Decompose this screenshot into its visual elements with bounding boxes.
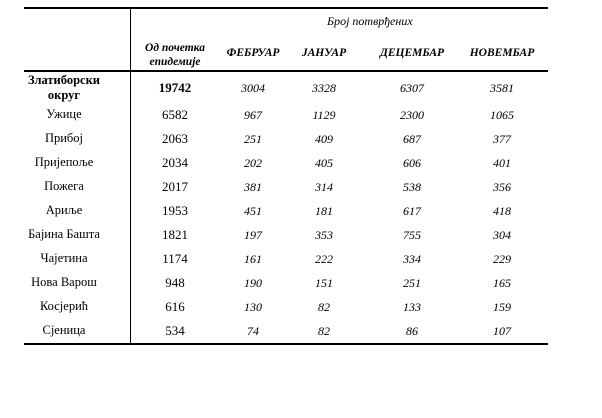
row-value-february: 161 xyxy=(244,252,262,266)
row-name: Ариље xyxy=(45,203,83,217)
row-value-december: 133 xyxy=(403,300,421,314)
row-total: 2034 xyxy=(162,155,188,170)
month-header-december: ДЕЦЕМБАР xyxy=(379,47,445,59)
row-value-december: 334 xyxy=(403,252,421,266)
top-rule xyxy=(24,7,548,9)
row-value-february: 3004 xyxy=(241,81,265,95)
row-value-december: 2300 xyxy=(400,108,424,122)
row-total: 2063 xyxy=(162,131,188,146)
row-value-january: 3328 xyxy=(312,81,336,95)
row-value-december: 687 xyxy=(403,132,421,146)
row-value-january: 1129 xyxy=(312,108,336,122)
row-value-january: 353 xyxy=(315,228,333,242)
row-total: 1953 xyxy=(162,203,188,218)
row-value-november: 418 xyxy=(493,204,511,218)
total-header-line1: Од почетка xyxy=(145,42,205,54)
row-value-december: 538 xyxy=(403,180,421,194)
row-name: Косјерић xyxy=(39,299,89,313)
row-value-december: 617 xyxy=(403,204,421,218)
row-total: 2017 xyxy=(162,179,188,194)
row-value-december: 251 xyxy=(403,276,421,290)
row-total: 1821 xyxy=(162,227,188,242)
row-name: Ужице xyxy=(46,107,82,121)
row-name-line2: округ xyxy=(47,88,81,102)
row-value-february: 451 xyxy=(244,204,262,218)
row-total: 19742 xyxy=(158,80,192,95)
row-value-january: 82 xyxy=(318,300,330,314)
row-name: Пожега xyxy=(44,179,84,193)
row-value-december: 6307 xyxy=(400,81,424,95)
row-value-january: 222 xyxy=(315,252,333,266)
row-value-february: 251 xyxy=(244,132,262,146)
month-header-january: ЈАНУАР xyxy=(301,47,347,59)
row-value-february: 967 xyxy=(244,108,262,122)
group-header: Број потврђених xyxy=(327,14,413,28)
row-value-january: 405 xyxy=(315,156,333,170)
bottom-rule xyxy=(24,343,548,345)
row-total: 1174 xyxy=(162,251,188,266)
row-total: 616 xyxy=(165,299,185,314)
row-value-november: 377 xyxy=(493,132,511,146)
header-separator-rule xyxy=(24,70,548,72)
row-value-november: 229 xyxy=(493,252,511,266)
row-name: Прибој xyxy=(44,131,84,145)
row-value-november: 304 xyxy=(493,228,511,242)
row-value-february: 190 xyxy=(244,276,262,290)
row-value-november: 107 xyxy=(493,324,511,338)
row-total: 534 xyxy=(165,323,185,338)
row-value-january: 82 xyxy=(318,324,330,338)
row-value-february: 381 xyxy=(244,180,262,194)
row-value-november: 159 xyxy=(493,300,511,314)
row-value-february: 130 xyxy=(244,300,262,314)
row-total: 6582 xyxy=(162,107,188,122)
row-name: Сјеница xyxy=(42,323,86,337)
row-name: Бајина Башта xyxy=(28,227,100,241)
row-value-february: 74 xyxy=(247,324,259,338)
month-header-february: ФЕБРУАР xyxy=(226,47,280,59)
row-value-december: 755 xyxy=(403,228,421,242)
row-value-february: 197 xyxy=(244,228,262,242)
row-value-december: 86 xyxy=(406,324,418,338)
row-value-december: 606 xyxy=(403,156,421,170)
row-value-january: 314 xyxy=(315,180,333,194)
row-value-january: 181 xyxy=(315,204,333,218)
row-value-january: 151 xyxy=(315,276,333,290)
row-value-november: 401 xyxy=(493,156,511,170)
row-total: 948 xyxy=(165,275,185,290)
row-name: Пријепоље xyxy=(34,155,94,169)
row-value-november: 356 xyxy=(493,180,511,194)
total-header-line2: епидемије xyxy=(149,56,201,68)
row-name: Чајетина xyxy=(40,251,88,265)
row-value-november: 165 xyxy=(493,276,511,290)
row-name-line1: Златиборски xyxy=(28,73,100,87)
row-value-november: 3581 xyxy=(490,81,514,95)
row-value-january: 409 xyxy=(315,132,333,146)
row-value-november: 1065 xyxy=(490,108,514,122)
row-name: Нова Варош xyxy=(31,275,97,289)
month-header-november: НОВЕМБАР xyxy=(469,47,535,59)
row-value-february: 202 xyxy=(244,156,262,170)
